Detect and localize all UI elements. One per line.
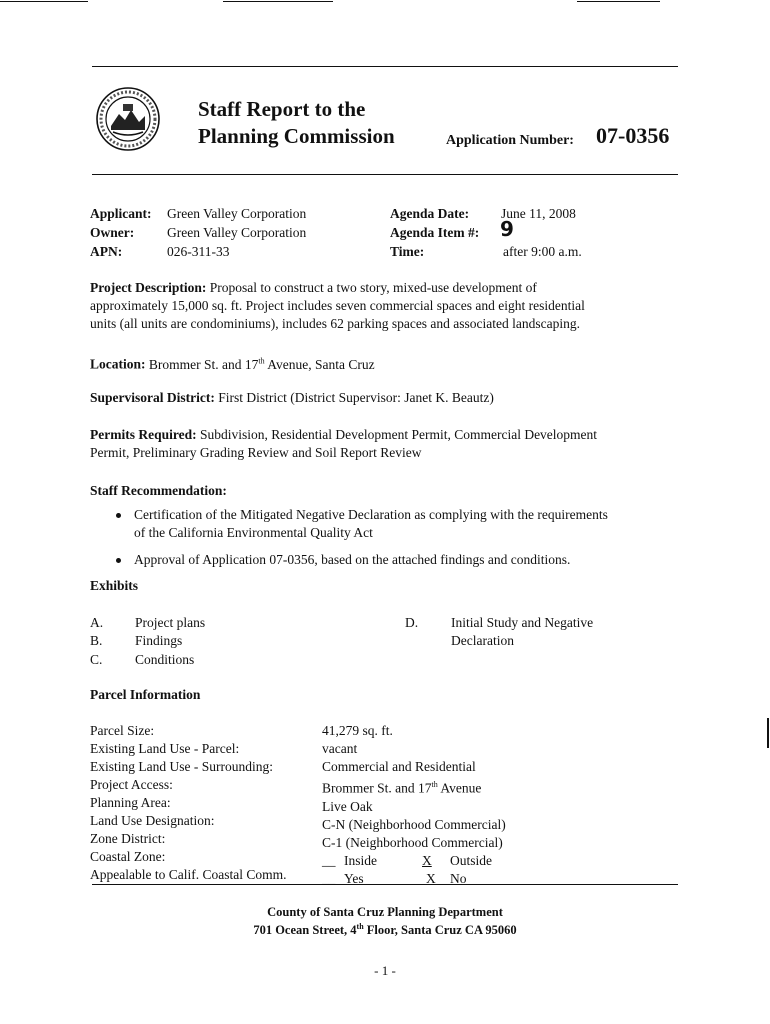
project-description xyxy=(90,279,680,333)
parcel-size-value: 41,279 sq. ft. xyxy=(322,723,393,738)
coastal-inside-blank: __ xyxy=(322,852,336,868)
apn-label: APN: xyxy=(90,244,123,259)
staff-recommendation-heading: Staff Recommendation: xyxy=(90,483,227,498)
parcel-bottom-rule xyxy=(92,884,678,885)
project-access-value: Brommer St. and 17th Avenue xyxy=(322,780,482,796)
page-number: - 1 - xyxy=(374,963,396,978)
parcel-values xyxy=(322,722,506,888)
supervisoral-district xyxy=(90,389,494,407)
exhibit-d-letter: D. xyxy=(405,615,419,630)
coastal-outside-label: Outside xyxy=(450,852,492,868)
planning-area-value: Live Oak xyxy=(322,798,373,814)
land-use-parcel-value: vacant xyxy=(322,741,358,756)
permits-label: Permits Required: xyxy=(90,427,197,442)
parcel-information-heading: Parcel Information xyxy=(90,687,201,702)
location xyxy=(90,352,375,374)
parcel-row-label: Existing Land Use - Surrounding: xyxy=(90,759,273,774)
scan-line xyxy=(577,1,660,2)
exhibit-c-letter: C. xyxy=(90,652,103,667)
report-title-line1: Staff Report to the xyxy=(198,97,366,121)
exhibit-b-text: Findings xyxy=(135,633,183,648)
time-label: Time: xyxy=(390,244,425,259)
exhibit-a-text: Project plans xyxy=(135,615,206,630)
recommendation-item-1-line2: of the California Environmental Quality Act xyxy=(134,525,373,540)
parcel-row-label: Land Use Designation: xyxy=(90,813,215,828)
appeal-no-label: No xyxy=(450,870,467,886)
recommendation-item-2: Approval of Application 07-0356, based on the attached findings and conditions. xyxy=(134,552,571,567)
location-value: Brommer St. and 17th Avenue, Santa Cruz xyxy=(148,356,375,372)
permits-line2: Permit, Preliminary Grading Review and Soil Report Review xyxy=(90,445,422,460)
parcel-row-label: Planning Area: xyxy=(90,795,171,810)
parcel-row-label: Zone District: xyxy=(90,831,166,846)
apn-value: 026-311-33 xyxy=(167,244,230,259)
agenda-item-value: 9 xyxy=(500,217,514,241)
parcel-row-label: Appealable to Calif. Coastal Comm. xyxy=(90,867,287,882)
permits-line1: Subdivision, Residential Development Permit, Commercial Development xyxy=(199,427,598,442)
coastal-zone-value xyxy=(322,852,506,870)
project-description-line1: Proposal to construct a two story, mixed-use development of xyxy=(209,280,537,295)
exhibit-a-letter: A. xyxy=(90,615,104,630)
project-description-line3: units (all units are condominiums), includes 62 parking spaces and associated landscaping. xyxy=(90,316,581,331)
coastal-outside-mark: X xyxy=(422,852,432,868)
bullet-icon xyxy=(116,558,121,563)
application-number-label: Application Number: xyxy=(446,133,574,148)
appeal-no-mark: X xyxy=(426,870,436,886)
footer-department: County of Santa Cruz Planning Department xyxy=(267,905,503,919)
right-edge-mark xyxy=(767,718,769,748)
parcel-row-label: Coastal Zone: xyxy=(90,849,166,864)
application-number: 07-0356 xyxy=(596,123,670,148)
exhibit-d-line2: Declaration xyxy=(451,633,514,648)
bullet-icon xyxy=(116,513,121,518)
district-value: First District (District Supervisor: Janet K. Beautz) xyxy=(218,390,494,405)
district-label: Supervisoral District: xyxy=(90,390,215,405)
applicant-value: Green Valley Corporation xyxy=(167,206,307,221)
exhibit-d-line1: Initial Study and Negative xyxy=(451,615,594,630)
header-top-rule xyxy=(92,66,678,67)
owner-value: Green Valley Corporation xyxy=(167,225,307,240)
agenda-date-label: Agenda Date: xyxy=(390,206,470,221)
report-title-line2: Planning Commission xyxy=(198,124,395,148)
land-use-surrounding-value: Commercial and Residential xyxy=(322,759,476,774)
scan-line xyxy=(223,1,333,2)
project-description-label: Project Description: xyxy=(90,280,207,295)
exhibits-heading: Exhibits xyxy=(90,578,139,593)
appeal-yes-blank: __ xyxy=(322,870,336,886)
county-seal-icon xyxy=(95,86,161,152)
land-use-designation-value: C-N (Neighborhood Commercial) xyxy=(322,816,506,832)
permits-required xyxy=(90,426,680,462)
zone-district-value: C-1 (Neighborhood Commercial) xyxy=(322,834,503,850)
recommendation-item-1-line1: Certification of the Mitigated Negative Declaration as complying with the requirements xyxy=(134,507,608,522)
coastal-inside-label: Inside xyxy=(344,852,377,868)
agenda-date-value: June 11, 2008 xyxy=(501,206,576,221)
applicant-label: Applicant: xyxy=(90,206,152,221)
parcel-row-label: Existing Land Use - Parcel: xyxy=(90,741,240,756)
parcel-row-label: Project Access: xyxy=(90,777,173,792)
scan-line xyxy=(0,1,88,2)
project-description-line2: approximately 15,000 sq. ft. Project includes seven commercial spaces and eight residential xyxy=(90,298,585,313)
exhibit-c-text: Conditions xyxy=(135,652,195,667)
appeal-yes-label: Yes xyxy=(344,870,364,886)
agenda-item-label: Agenda Item #: xyxy=(390,225,480,240)
owner-label: Owner: xyxy=(90,225,135,240)
parcel-row-label: Parcel Size: xyxy=(90,723,155,738)
parcel-labels xyxy=(90,722,286,884)
location-label: Location: xyxy=(90,356,146,372)
exhibit-b-letter: B. xyxy=(90,633,103,648)
footer-address: 701 Ocean Street, 4th Floor, Santa Cruz CA 95060 xyxy=(253,922,517,938)
time-value: after 9:00 a.m. xyxy=(503,244,582,259)
header-bottom-rule xyxy=(92,174,678,175)
